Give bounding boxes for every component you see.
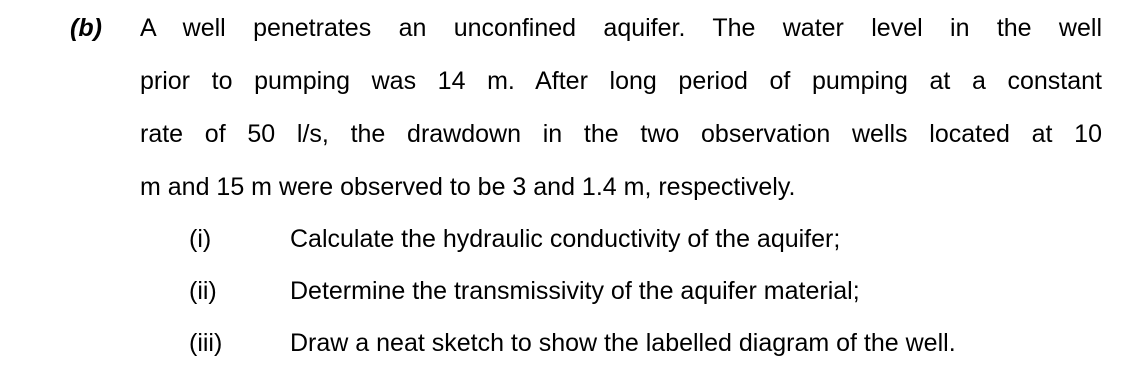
sub-question-number: (i) (189, 225, 212, 253)
sub-question-text: Calculate the hydraulic conductivity of the aquifer; (290, 225, 841, 253)
sub-question-iii (0, 325, 1144, 361)
question-label: (b) (70, 14, 102, 42)
sub-question-ii (0, 273, 1144, 309)
sub-question-number: (ii) (189, 277, 217, 305)
sub-question-text: Determine the transmissivity of the aquifer material; (290, 277, 860, 305)
question-line-4: m and 15 m were observed to be 3 and 1.4 m, respectively. (140, 173, 796, 201)
question-line-3: rate of 50 l/s, the drawdown in the two observation wells located at 10 (140, 120, 1102, 148)
sub-question-number: (iii) (189, 329, 223, 357)
question-line-1: A well penetrates an unconfined aquifer. The water level in the well (140, 14, 1102, 42)
question-line-2: prior to pumping was 14 m. After long period of pumping at a constant (140, 67, 1102, 95)
sub-question-text: Draw a neat sketch to show the labelled diagram of the well. (290, 329, 956, 357)
sub-question-i (0, 221, 1144, 257)
